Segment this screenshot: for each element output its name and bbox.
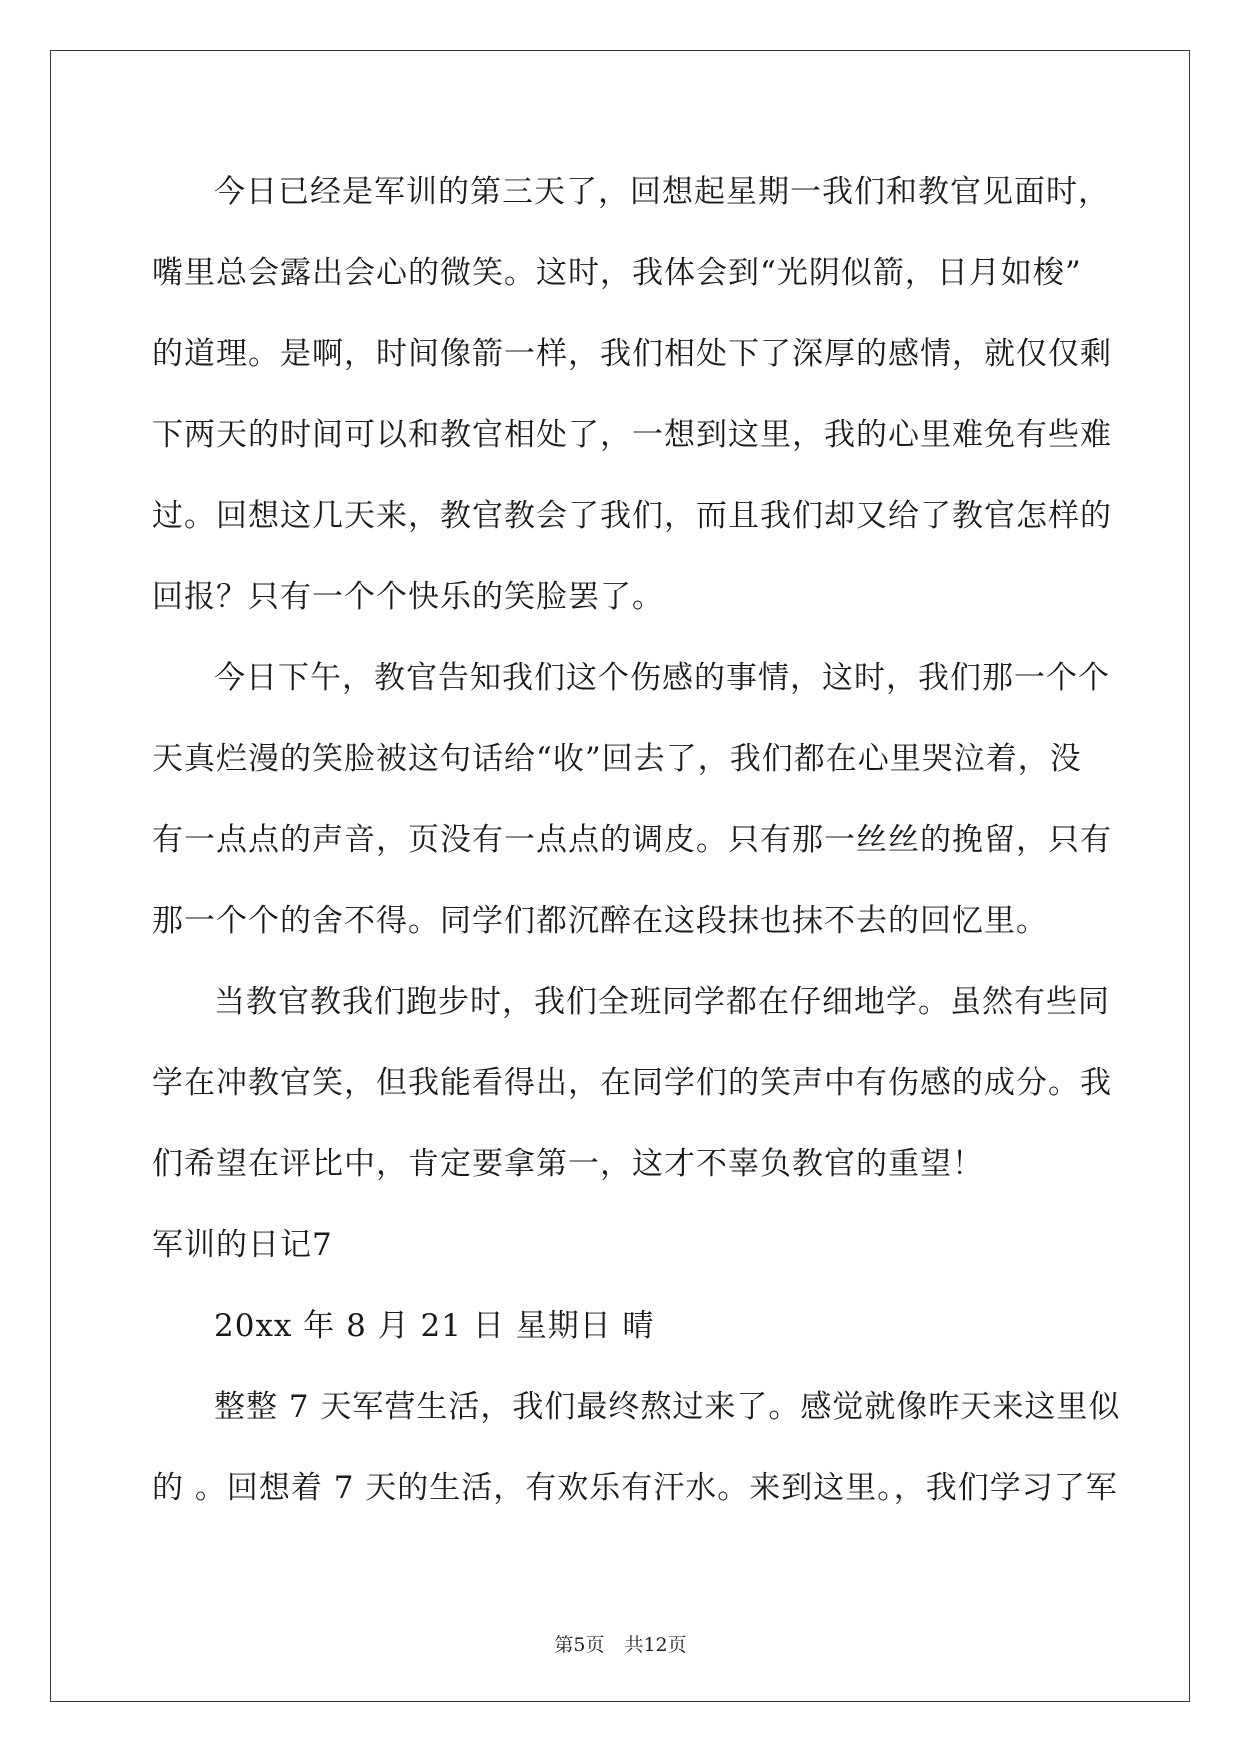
paragraph-line: 当教官教我们跑步时，我们全班同学都在仔细地学。虽然有些同 (214, 984, 1110, 1020)
paragraph-line: 嘴里总会露出会心的微笑。这时，我体会到“光阴似箭，日月如梭” (152, 255, 1082, 291)
paragraph-line: 的道理。是啊，时间像箭一样，我们相处下了深厚的感情，就仅仅剩 (152, 336, 1112, 372)
page-total: 共12页 (624, 1634, 687, 1656)
section-heading: 军训的日记7 (152, 1227, 333, 1263)
page-footer (0, 1630, 1241, 1657)
paragraph-line: 们希望在评比中，肯定要拿第一，这才不辜负教官的重望！ (152, 1146, 984, 1182)
paragraph-line: 下两天的时间可以和教官相处了，一想到这里，我的心里难免有些难 (152, 417, 1112, 453)
paragraph-line: 回报？只有一个个快乐的笑脸罢了。 (152, 579, 664, 615)
paragraph-line: 那一个个的舍不得。同学们都沉醉在这段抹也抹不去的回忆里。 (152, 903, 1048, 939)
paragraph-line: 今日已经是军训的第三天了，回想起星期一我们和教官见面时， (214, 174, 1110, 210)
diary-date-line: 20xx 年 8 月 21 日 星期日 晴 (214, 1308, 655, 1344)
paragraph-line: 天真烂漫的笑脸被这句话给“收”回去了，我们都在心里哭泣着，没 (152, 741, 1082, 777)
paragraph-line: 今日下午，教官告知我们这个伤感的事情，这时，我们那一个个 (214, 660, 1110, 696)
document-body (152, 162, 1121, 1539)
page-number: 第5页 (554, 1634, 605, 1656)
paragraph-line: 有一点点的声音，页没有一点点的调皮。只有那一丝丝的挽留，只有 (152, 822, 1112, 858)
paragraph-line: 的 。回想着 7 天的生活，有欢乐有汗水。来到这里。，我们学习了军 (152, 1470, 1118, 1506)
paragraph-line: 学在冲教官笑，但我能看得出，在同学们的笑声中有伤感的成分。我 (152, 1065, 1112, 1101)
paragraph-line: 过。回想这几天来，教官教会了我们，而且我们却又给了教官怎样的 (152, 498, 1112, 534)
paragraph-line: 整整 7 天军营生活，我们最终熬过来了。感觉就像昨天来这里似 (214, 1389, 1121, 1425)
